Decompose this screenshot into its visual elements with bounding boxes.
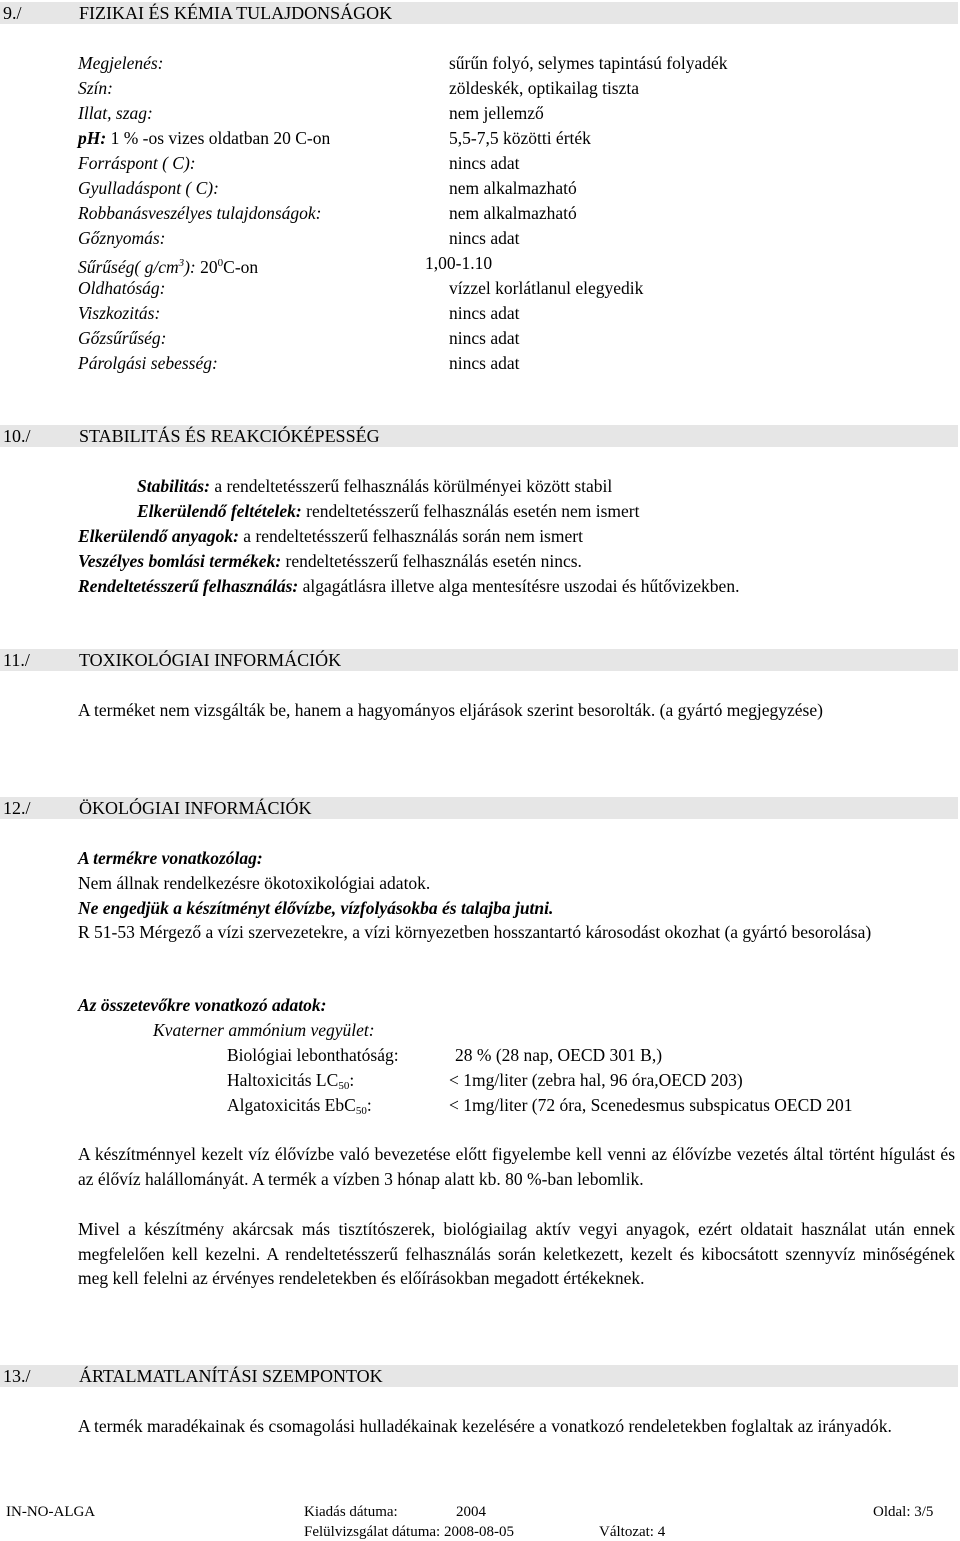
prop-label-solubility: Oldhatóság:	[78, 278, 166, 298]
avoid-conditions-line	[137, 501, 639, 521]
prop-value-boiling-point: nincs adat	[449, 153, 520, 173]
density-label-text: Sűrűség( g/cm	[78, 257, 179, 277]
r-phrase-text: R 51-53 Mérgező a vízi szervezetekre, a vízi környezetben hosszantartó károsodást okozhat (a gyártó besorolása)	[78, 922, 872, 942]
avoid-materials-text: a rendeltetésszerű felhasználás során nem ismert	[238, 526, 583, 546]
prop-label-boiling-point: Forráspont ( C):	[78, 153, 196, 173]
ecology-paragraph-1: A készítménnyel kezelt víz élővízbe való bevezetése előtt figyelembe kell venni az élővízbe vezetés által történt hígulást és az élővíz halállományát. A termék a vízben 3 hónap alatt kb. 80 %-ban lebomlik.	[78, 1144, 955, 1189]
prop-label-appearance: Megjelenés:	[78, 53, 164, 73]
prop-value-vapor-pressure: nincs adat	[449, 228, 520, 248]
section-13-header	[0, 1365, 958, 1387]
prop-label-flash-point: Gyulladáspont ( C):	[78, 178, 219, 198]
ecology-paragraph-2: Mivel a készítmény akárcsak más tisztítószerek, biológiailag aktív vegyi anyagok, ezért oldatait használat után ennek megfelelően kell kezelni. A rendeltetésszerű felhasználás során keletkezett, kezelt és kibocsátott szennyvíz minőségének meg kell felelni az érvényes rendeletekben és előírásokban megadott értékeknek.	[78, 1219, 955, 1288]
environment-warning: Ne engedjük a készítményt élővízbe, vízfolyásokba és talajba jutni.	[78, 898, 554, 918]
density-temp-sup: 0	[217, 257, 224, 269]
fish-toxicity-label-sub: 50	[338, 1080, 350, 1092]
prop-label-evaporation: Párolgási sebesség:	[78, 353, 218, 373]
stability-text: a rendeltetésszerű felhasználás körülményei között stabil	[209, 476, 613, 496]
prop-value-flash-point: nem alkalmazható	[449, 178, 577, 198]
section-12-number: 12./	[3, 798, 31, 818]
algae-toxicity-label-text: Algatoxicitás EbC	[227, 1095, 356, 1115]
footer-page-number: Oldal: 3/5	[873, 1504, 934, 1520]
density-label-sup: 3	[178, 257, 185, 269]
prop-value-ph: 5,5-7,5 közötti érték	[449, 128, 591, 148]
prop-label-explosive: Robbanásveszélyes tulajdonságok:	[78, 203, 322, 223]
decomposition-label: Veszélyes bomlási termékek:	[78, 551, 282, 571]
prop-value-color: zöldeskék, optikailag tiszta	[449, 78, 640, 98]
biodegradability-value: 28 % (28 nap, OECD 301 B,)	[455, 1045, 663, 1065]
footer-product-code: IN-NO-ALGA	[6, 1504, 96, 1520]
section-12-title: ÖKOLÓGIAI INFORMÁCIÓK	[79, 798, 312, 818]
prop-label-color: Szín:	[78, 78, 113, 98]
intended-use-text: algagátlásra illetve alga mentesítésre uszodai és hűtővizekben.	[298, 576, 740, 596]
footer-issue-label: Kiadás dátuma:	[304, 1504, 398, 1520]
prop-value-solubility: vízzel korlátlanul elegyedik	[449, 278, 644, 298]
algae-toxicity-label	[227, 1095, 372, 1121]
section-10-title: STABILITÁS ÉS REAKCIÓKÉPESSÉG	[79, 426, 380, 446]
prop-value-explosive: nem alkalmazható	[449, 203, 577, 223]
footer-issue-value: 2004	[456, 1504, 486, 1520]
intended-use-label: Rendeltetésszerű felhasználás:	[78, 576, 299, 596]
ph-label-condition: 1 % -os vizes oldatban 20 C-on	[106, 128, 331, 148]
prop-label-density	[78, 253, 258, 277]
stability-label: Stabilitás:	[137, 476, 210, 496]
prop-label-odor: Illat, szag:	[78, 103, 153, 123]
section-9-header	[0, 2, 958, 24]
fish-toxicity-label	[227, 1070, 354, 1096]
section-11-title: TOXIKOLÓGIAI INFORMÁCIÓK	[79, 650, 342, 670]
prop-value-viscosity: nincs adat	[449, 303, 520, 323]
avoid-materials-label: Elkerülendő anyagok:	[78, 526, 239, 546]
footer-review-date: Felülvizsgálat dátuma: 2008-08-05	[304, 1524, 514, 1540]
section-10-header	[0, 425, 958, 447]
component-name: Kvaterner ammónium vegyület:	[153, 1020, 375, 1040]
fish-toxicity-value: < 1mg/liter (zebra hal, 96 óra,OECD 203)	[449, 1070, 743, 1090]
algae-toxicity-label-sub: 50	[355, 1105, 367, 1117]
density-label-close: ):	[184, 257, 196, 277]
section-11-header	[0, 649, 958, 671]
product-heading: A termékre vonatkozólag:	[78, 848, 263, 868]
prop-value-evaporation: nincs adat	[449, 353, 520, 373]
algae-toxicity-label-colon: :	[366, 1095, 372, 1115]
toxicology-text: A terméket nem vizsgálták be, hanem a hagyományos eljárások szerint besorolták. (a gyártó megjegyzése)	[78, 700, 823, 720]
density-temp: 20	[195, 257, 218, 277]
ph-label-bold: pH:	[78, 128, 107, 148]
prop-label-ph	[78, 128, 330, 148]
section-13-title: ÁRTALMATLANÍTÁSI SZEMPONTOK	[79, 1366, 383, 1386]
fish-toxicity-label-text: Haltoxicitás LC	[227, 1070, 339, 1090]
decomposition-text: rendeltetésszerű felhasználás esetén nincs.	[281, 551, 582, 571]
components-heading: Az összetevőkre vonatkozó adatok:	[78, 995, 327, 1015]
section-13-number: 13./	[3, 1366, 31, 1386]
stability-line	[137, 476, 612, 496]
section-11-number: 11./	[3, 650, 30, 670]
section-9-title: FIZIKAI ÉS KÉMIA TULAJDONSÁGOK	[79, 3, 393, 23]
intended-use-line	[78, 576, 739, 596]
fish-toxicity-label-colon: :	[349, 1070, 355, 1090]
prop-label-viscosity: Viszkozitás:	[78, 303, 161, 323]
section-12-header	[0, 797, 958, 819]
avoid-materials-line	[78, 526, 583, 546]
disposal-text: A termék maradékainak és csomagolási hulladékainak kezelésére a vonatkozó rendeletekben foglaltak az irányadók.	[78, 1416, 892, 1436]
section-9-number: 9./	[3, 3, 22, 23]
prop-value-density: 1,00-1.10	[425, 253, 493, 273]
decomposition-line	[78, 551, 582, 571]
prop-value-appearance: sűrűn folyó, selymes tapintású folyadék	[449, 53, 728, 73]
footer-version: Változat: 4	[599, 1524, 666, 1540]
product-text: Nem állnak rendelkezésre ökotoxikológiai adatok.	[78, 873, 431, 893]
prop-value-vapor-density: nincs adat	[449, 328, 520, 348]
section-10-number: 10./	[3, 426, 31, 446]
prop-value-odor: nem jellemző	[449, 103, 544, 123]
prop-label-vapor-density: Gőzsűrűség:	[78, 328, 167, 348]
avoid-conditions-label: Elkerülendő feltételek:	[137, 501, 302, 521]
density-temp-unit: C-on	[223, 257, 259, 277]
algae-toxicity-value: < 1mg/liter (72 óra, Scenedesmus subspicatus OECD 201	[449, 1095, 853, 1115]
biodegradability-label: Biológiai lebonthatóság:	[227, 1045, 399, 1065]
avoid-conditions-text: rendeltetésszerű felhasználás esetén nem ismert	[301, 501, 640, 521]
prop-label-vapor-pressure: Gőznyomás:	[78, 228, 166, 248]
